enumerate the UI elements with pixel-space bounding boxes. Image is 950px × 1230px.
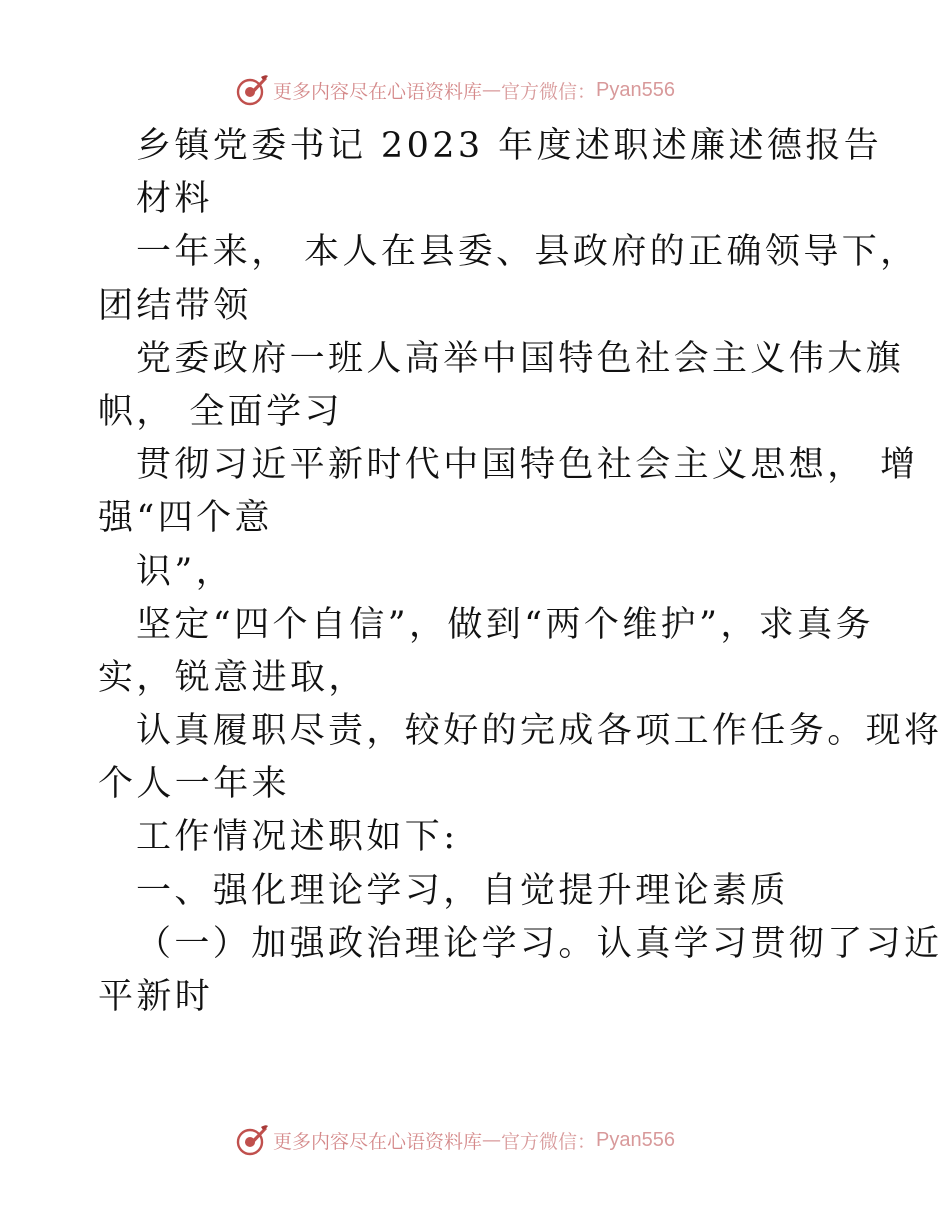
watermark-official-label: 官方微信：: [501, 1130, 597, 1153]
watermark-banner-bottom: [235, 1122, 675, 1158]
paragraph-line: 一年来， 本人在县委、县政府的正确领导下，: [136, 232, 919, 273]
paragraph-line: 认真履职尽责，较好的完成各项工作任务。现将: [136, 711, 943, 752]
section-heading: 一、强化理论学习，自觉提升理论素质: [136, 870, 789, 911]
paragraph-line: 个人一年来: [98, 764, 291, 805]
watermark-brand-text: 更多内容尽在心语资料库: [273, 1130, 483, 1153]
watermark-dash: —: [482, 79, 502, 101]
watermark-wechat-id: Pyan556: [596, 78, 675, 101]
watermark-brand-text: 更多内容尽在心语资料库: [273, 80, 483, 103]
paragraph-line: 强“四个意: [98, 498, 273, 539]
watermark-official-label: 官方微信：: [501, 80, 597, 103]
watermark-dash: —: [482, 1129, 502, 1151]
document-title-line-2: 材料: [136, 179, 213, 220]
paragraph-line: 帜， 全面学习: [98, 391, 343, 432]
document-title-line-1: 乡镇党委书记 2023 年度述职述廉述德报告: [136, 126, 883, 166]
paragraph-line: （一）加强政治理论学习。认真学习贯彻了习近: [136, 923, 943, 964]
paragraph-line: 党委政府一班人高举中国特色社会主义伟大旗: [136, 338, 905, 379]
paragraph-line: 贯彻习近平新时代中国特色社会主义思想， 增: [136, 445, 919, 486]
document-body: [98, 120, 943, 1024]
watermark-wechat-id: Pyan556: [596, 1128, 675, 1151]
paragraph-line: 团结带领: [98, 285, 252, 326]
paragraph-line: 平新时: [98, 977, 214, 1017]
paragraph-line: 工作情况述职如下:: [136, 817, 459, 858]
quill-seal-icon: [235, 1123, 269, 1157]
quill-seal-icon: [235, 73, 269, 107]
paragraph-line: 实，锐意进取，: [98, 657, 367, 698]
paragraph-line: 坚定“四个自信”，做到“两个维护”，求真务: [136, 604, 874, 645]
watermark-banner-top: [235, 72, 675, 108]
paragraph-line: 识”，: [136, 551, 235, 592]
